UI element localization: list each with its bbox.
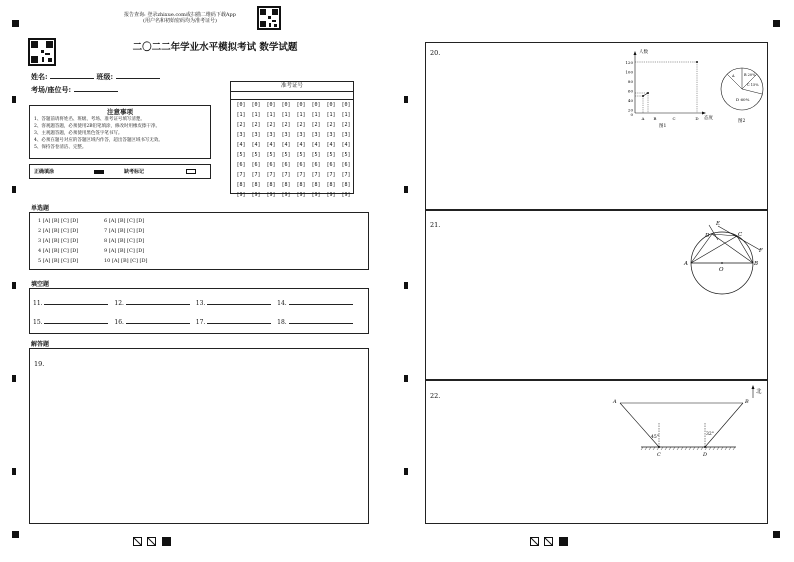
bar-chart-caption: 图1: [659, 124, 667, 129]
mcq-title: 单选题: [31, 205, 50, 212]
exam-id-digit-bubble[interactable]: [8]: [326, 182, 336, 188]
y-tick: 20: [627, 107, 633, 113]
y-axis-arrow: [634, 51, 637, 55]
exam-id-digit-bubble[interactable]: [2]: [281, 122, 291, 128]
exam-id-digit-bubble[interactable]: [1]: [326, 112, 336, 118]
exam-id-digit-bubble[interactable]: [2]: [311, 122, 321, 128]
exam-id-column: [279, 100, 293, 200]
q22-figure: [611, 384, 766, 462]
corner-marker-bottom-left: [12, 531, 19, 538]
exam-id-digit-bubble[interactable]: [6]: [326, 162, 336, 168]
absent-mark-box[interactable]: [186, 169, 196, 174]
exam-id-column: [264, 100, 278, 200]
exam-id-digit-bubble[interactable]: [9]: [236, 192, 246, 198]
blank-number: 18.: [277, 319, 287, 326]
pie-label-d: D 60%: [736, 97, 750, 102]
exam-id-digit-bubble[interactable]: [5]: [296, 152, 306, 158]
note-item: 1、答题前请将姓名、班级、考场、准考证号填写清楚。: [34, 117, 145, 122]
blank-answer-line[interactable]: [126, 304, 190, 305]
exam-id-column: [324, 100, 338, 200]
exam-id-digit-bubble[interactable]: [7]: [236, 172, 246, 178]
exam-id-digit-bubble[interactable]: [3]: [311, 132, 321, 138]
exam-id-digit-bubble[interactable]: [9]: [341, 192, 351, 198]
exam-id-digit-bubble[interactable]: [0]: [341, 102, 351, 108]
exam-id-digit-bubble[interactable]: [6]: [266, 162, 276, 168]
x-category: A: [641, 116, 645, 121]
q20-number: 20.: [430, 49, 441, 57]
pie-label-a: A: [732, 74, 735, 78]
line-bd: [705, 403, 743, 447]
exam-id-digit-bubble[interactable]: [7]: [341, 172, 351, 178]
exam-id-digit-bubble[interactable]: [1]: [311, 112, 321, 118]
exam-id-digit-bubble[interactable]: [3]: [251, 132, 261, 138]
exam-id-digit-bubble[interactable]: [3]: [296, 132, 306, 138]
point-label-c: C: [657, 452, 661, 458]
exam-id-digit-bubble[interactable]: [4]: [326, 142, 336, 148]
data-point-b: [647, 92, 649, 94]
blank-number: 15.: [33, 319, 43, 326]
q22-answer-box[interactable]: [425, 380, 768, 524]
class-field[interactable]: [116, 78, 160, 79]
blank-number: 12.: [114, 300, 124, 307]
exam-id-digit-bubble[interactable]: [6]: [236, 162, 246, 168]
exam-id-digit-bubble[interactable]: [7]: [281, 172, 291, 178]
exam-id-digit-bubble[interactable]: [9]: [281, 192, 291, 198]
x-category: C: [672, 116, 676, 121]
exam-id-digit-bubble[interactable]: [6]: [281, 162, 291, 168]
header-line-1: 报告查询: 登录zhixue.com或扫描二维码下载App: [124, 12, 236, 18]
correct-fill-sample: [94, 170, 104, 174]
exam-id-column: [339, 100, 353, 200]
point-label-b: B: [754, 261, 759, 267]
exam-id-digit-bubble[interactable]: [1]: [281, 112, 291, 118]
mcq-left-column: [38, 216, 78, 266]
exam-id-digit-bubble[interactable]: [0]: [326, 102, 336, 108]
angle-32-label: 32°: [706, 432, 714, 437]
page-marker-right: [530, 531, 570, 550]
exam-id-digit-bubble[interactable]: [0]: [281, 102, 291, 108]
blank-answer-line[interactable]: [44, 323, 108, 324]
q21-number: 21.: [430, 221, 441, 229]
mcq-box: [29, 212, 369, 270]
blank-answer-line[interactable]: [126, 323, 190, 324]
exam-id-digit-bubble[interactable]: [4]: [236, 142, 246, 148]
corner-marker-top-right: [773, 20, 780, 27]
exam-id-digit-bubble[interactable]: [0]: [296, 102, 306, 108]
fill-blank-title: 填空题: [31, 281, 50, 288]
exam-id-digit-bubble[interactable]: [0]: [266, 102, 276, 108]
mcq-row[interactable]: 6 [A] [B] [C] [D]: [104, 218, 145, 224]
q19-number: 19.: [34, 360, 45, 368]
exam-id-digit-bubble[interactable]: [1]: [266, 112, 276, 118]
exam-id-column: [294, 100, 308, 200]
q20-figure: [606, 47, 766, 129]
app-qr-code[interactable]: [257, 6, 281, 30]
exam-id-digit-bubble[interactable]: [9]: [311, 192, 321, 198]
edge-marker: [404, 375, 408, 382]
point-label-d: D: [705, 233, 710, 239]
mcq-row[interactable]: 10 [A] [B] [C] [D]: [104, 258, 148, 264]
exam-id-digit-bubble[interactable]: [9]: [251, 192, 261, 198]
q20-answer-box[interactable]: [425, 42, 768, 210]
exam-id-digit-bubble[interactable]: [7]: [251, 172, 261, 178]
exam-id-digit-bubble[interactable]: [0]: [251, 102, 261, 108]
y-tick: 40: [627, 98, 633, 103]
blank-number: 14.: [277, 300, 287, 307]
exam-id-digit-bubble[interactable]: [6]: [311, 162, 321, 168]
exam-id-digit-bubble[interactable]: [8]: [281, 182, 291, 188]
x-category: B: [653, 116, 657, 121]
mcq-row[interactable]: 3 [A] [B] [C] [D]: [38, 238, 79, 244]
angle-45-label: 45°: [651, 435, 659, 440]
point-label-c: C: [738, 232, 743, 238]
fill-blank-row: [33, 319, 353, 326]
exam-id-digit-bubble[interactable]: [7]: [311, 172, 321, 178]
exam-id-digit-bubble[interactable]: [6]: [251, 162, 261, 168]
y-tick: 120: [625, 60, 633, 65]
exam-id-column: [309, 100, 323, 200]
edge-marker: [404, 282, 408, 289]
blank-number: 11.: [33, 300, 43, 307]
exam-id-digit-bubble[interactable]: [1]: [296, 112, 306, 118]
answer-section-title: 解答题: [31, 341, 50, 348]
y-tick: 60: [627, 88, 633, 94]
point-label-e: E: [716, 221, 721, 227]
exam-id-digit-bubble[interactable]: [9]: [326, 192, 336, 198]
point-label-a: A: [684, 261, 688, 267]
note-item: 3、主观题答题，必须使用黑色签字笔书写。: [34, 131, 123, 136]
exam-id-digit-bubble[interactable]: [8]: [236, 182, 246, 188]
correct-fill-label: 正确填涂: [34, 169, 55, 175]
mcq-row[interactable]: 5 [A] [B] [C] [D]: [38, 258, 79, 264]
notes-list: [30, 116, 210, 151]
edge-marker: [404, 96, 408, 103]
point-label-f: F: [759, 248, 763, 254]
exam-id-digit-bubble[interactable]: [5]: [326, 152, 336, 158]
point-label-a: A: [613, 399, 617, 405]
exam-id-digit-bubble[interactable]: [5]: [236, 152, 246, 158]
blank-answer-line[interactable]: [207, 304, 271, 305]
edge-marker: [404, 468, 408, 475]
pie-label-b: B 20%: [744, 73, 756, 77]
student-qr-code: [28, 38, 56, 66]
exam-id-digit-bubble[interactable]: [9]: [266, 192, 276, 198]
blank-number: 17.: [195, 319, 206, 326]
data-point-a: [642, 95, 644, 97]
blank-answer-line[interactable]: [44, 304, 108, 305]
bar-chart-ylabel: 人数: [639, 50, 648, 55]
north-label: 北: [756, 389, 762, 395]
mcq-right-column: [104, 216, 147, 266]
page-marker-left: [133, 531, 173, 550]
blank-number: 16.: [114, 319, 124, 326]
exam-id-digit-bubble[interactable]: [4]: [311, 142, 321, 148]
note-item: 5、保持答卷清洁、完整。: [34, 145, 87, 150]
exam-id-digit-bubble[interactable]: [2]: [296, 122, 306, 128]
x-axis-arrow: [702, 112, 706, 115]
blank-answer-line[interactable]: [289, 304, 353, 305]
exam-id-digit-bubble[interactable]: [5]: [311, 152, 321, 158]
exam-id-digit-bubble[interactable]: [6]: [296, 162, 306, 168]
mcq-row[interactable]: 1 [A] [B] [C] [D]: [38, 218, 79, 224]
exam-id-digit-bubble[interactable]: [7]: [326, 172, 336, 178]
note-item: 4、必须在题号对应的答题区域内作答，超出答题区域书写无效。: [34, 138, 163, 143]
exam-id-label: 准考证号: [231, 82, 353, 92]
fill-blank-box: [29, 288, 369, 334]
mcq-row[interactable]: 4 [A] [B] [C] [D]: [38, 248, 79, 254]
blank-number: 13.: [195, 300, 206, 307]
exam-id-digit-bubble[interactable]: [4]: [281, 142, 291, 148]
exam-id-digit-bubble[interactable]: [7]: [266, 172, 276, 178]
exam-id-digit-bubble[interactable]: [4]: [251, 142, 261, 148]
y-tick: 80: [627, 79, 633, 84]
edge-marker: [12, 186, 16, 193]
exam-id-digit-bubble[interactable]: [8]: [341, 182, 351, 188]
exam-id-digit-bubble[interactable]: [5]: [266, 152, 276, 158]
exam-id-column: [249, 100, 263, 200]
absent-mark-label: 缺考标记: [124, 169, 145, 175]
exam-id-digit-bubble[interactable]: [2]: [251, 122, 261, 128]
page-title: 二〇二二年学业水平模拟考试 数学试题: [132, 42, 298, 53]
name-label: 姓名:: [31, 72, 48, 81]
exam-id-digit-bubble[interactable]: [5]: [281, 152, 291, 158]
exam-id-digit-bubble[interactable]: [4]: [266, 142, 276, 148]
exam-id-digit-bubble[interactable]: [3]: [326, 132, 336, 138]
class-label: 班级:: [96, 72, 114, 81]
point-label-d: D: [703, 452, 708, 458]
header-info: [110, 12, 250, 24]
exam-id-digit-bubble[interactable]: [8]: [266, 182, 276, 188]
pie-chart-caption: 图2: [738, 119, 746, 124]
edge-marker: [12, 282, 16, 289]
exam-id-digit-bubble[interactable]: [7]: [296, 172, 306, 178]
fill-blank-row: [33, 300, 353, 307]
exam-id-digit-bubble[interactable]: [2]: [326, 122, 336, 128]
exam-id-digit-bubble[interactable]: [5]: [251, 152, 261, 158]
exam-id-digit-bubble[interactable]: [5]: [341, 152, 351, 158]
mcq-row[interactable]: 9 [A] [B] [C] [D]: [104, 248, 145, 254]
exam-id-grid: [230, 81, 354, 198]
exam-id-digit-bubble[interactable]: [2]: [236, 122, 246, 128]
note-item: 2、客观题答题，必须使用2B铅笔填涂，修改时用橡皮擦干净。: [34, 124, 161, 129]
y-tick: 100: [625, 69, 633, 75]
data-point-d: [696, 61, 698, 63]
corner-marker-top-left: [12, 20, 19, 27]
room-seat-field[interactable]: [74, 91, 118, 92]
exam-id-digit-bubble[interactable]: [3]: [266, 132, 276, 138]
edge-marker: [12, 468, 16, 475]
edge-marker: [12, 375, 16, 382]
mcq-row[interactable]: 7 [A] [B] [C] [D]: [104, 228, 145, 234]
exam-id-digit-bubble[interactable]: [3]: [236, 132, 246, 138]
exam-id-digit-bubble[interactable]: [8]: [296, 182, 306, 188]
bar-chart-xlabel: 态度: [704, 116, 713, 121]
exam-id-digit-bubble[interactable]: [8]: [251, 182, 261, 188]
q19-answer-box[interactable]: [29, 348, 369, 524]
exam-id-digit-bubble[interactable]: [4]: [296, 142, 306, 148]
exam-id-digit-bubble[interactable]: [1]: [341, 112, 351, 118]
exam-id-digit-bubble[interactable]: [3]: [341, 132, 351, 138]
mcq-row[interactable]: 8 [A] [B] [C] [D]: [104, 238, 145, 244]
name-field[interactable]: [50, 78, 94, 79]
exam-id-digit-bubble[interactable]: [8]: [311, 182, 321, 188]
notes-box: [29, 105, 211, 159]
header-line-2: (用户名和初始密码均为准考证号): [143, 18, 217, 24]
q21-answer-box[interactable]: [425, 210, 768, 380]
tangent-cf: [718, 226, 760, 250]
corner-marker-bottom-right: [773, 531, 780, 538]
point-label-o: O: [719, 267, 724, 273]
exam-id-digit-bubble[interactable]: [2]: [266, 122, 276, 128]
exam-id-digit-bubble[interactable]: [1]: [236, 112, 246, 118]
q21-circle-figure: [681, 216, 766, 296]
line-ac: [620, 403, 659, 447]
exam-id-digit-bubble[interactable]: [0]: [236, 102, 246, 108]
exam-id-digit-bubble[interactable]: [4]: [341, 142, 351, 148]
point-label-b: B: [745, 399, 749, 405]
exam-id-digit-bubble[interactable]: [6]: [341, 162, 351, 168]
fill-sample-box: [29, 164, 211, 179]
mcq-row[interactable]: 2 [A] [B] [C] [D]: [38, 228, 79, 234]
exam-id-write-row[interactable]: [231, 91, 353, 100]
exam-id-digit-bubble[interactable]: [2]: [341, 122, 351, 128]
exam-id-digit-bubble[interactable]: [1]: [251, 112, 261, 118]
exam-id-digit-bubble[interactable]: [0]: [311, 102, 321, 108]
blank-answer-line[interactable]: [207, 323, 271, 324]
edge-marker: [404, 186, 408, 193]
exam-id-digit-bubble[interactable]: [9]: [296, 192, 306, 198]
blank-answer-line[interactable]: [289, 323, 353, 324]
pie-label-c: C 15%: [747, 83, 759, 87]
y-tick: 0: [630, 112, 633, 117]
room-seat-label: 考场/座位号:: [31, 85, 72, 94]
x-category: D: [695, 116, 699, 121]
exam-id-digit-bubble[interactable]: [3]: [281, 132, 291, 138]
edge-marker: [12, 96, 16, 103]
notes-heading: 注意事项: [107, 108, 133, 116]
student-info-fields: [31, 72, 160, 98]
q22-number: 22.: [430, 392, 441, 400]
exam-id-column: [234, 100, 248, 200]
